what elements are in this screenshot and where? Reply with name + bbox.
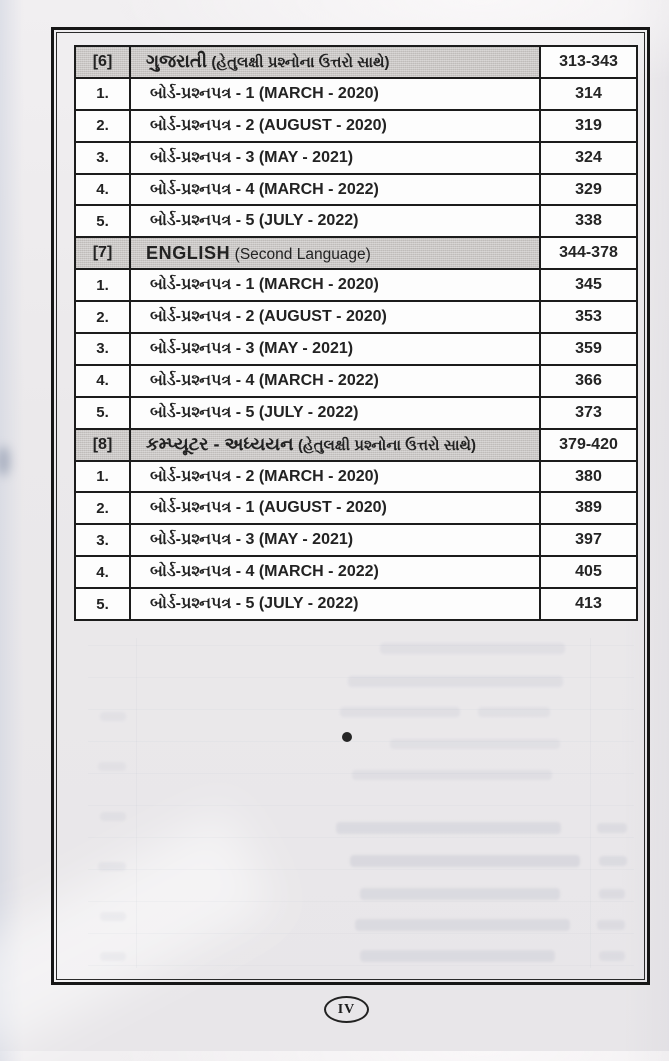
bleedthrough-ghost-mark [597,823,627,833]
toc-item-row [75,524,637,556]
item-label: બોર્ડ-પ્રશ્નપત્ર - 2 (AUGUST - 2020) [130,110,540,142]
item-page: 397 [540,524,637,556]
item-label: બોર્ડ-પ્રશ્નપત્ર - 4 (MARCH - 2022) [130,174,540,206]
item-label: બોર્ડ-પ્રશ્નપત્ર - 3 (MAY - 2021) [130,524,540,556]
toc-item-row [75,174,637,206]
section-title-cell [130,46,540,78]
item-page: 324 [540,142,637,174]
page-border-frame [51,27,650,985]
item-page: 389 [540,492,637,524]
section-subtitle: (હેતુલક્ષી પ્રશ્નોના ઉત્તરો સાથે) [297,437,477,455]
item-number: 1. [75,269,130,301]
bleedthrough-ghost-mark [98,762,126,771]
bleedthrough-ghost-mark [599,951,625,961]
item-page: 359 [540,333,637,365]
item-label: બોર્ડ-પ્રશ્નપત્ર - 1 (MARCH - 2020) [130,78,540,110]
bleedthrough-ghost-line [88,965,634,966]
ink-dot [342,732,352,742]
item-label: બોર્ડ-પ્રશ્નપત્ર - 4 (MARCH - 2022) [130,365,540,397]
page-number-label: IV [337,1001,356,1017]
toc-item-row [75,492,637,524]
item-number: 2. [75,492,130,524]
bleedthrough-ghost-mark [100,812,126,821]
item-page: 413 [540,588,637,620]
toc-item-row [75,461,637,493]
item-number: 5. [75,205,130,237]
toc-item-row [75,205,637,237]
section-index-label: [6] [75,46,130,78]
bleedthrough-ghost-line [88,933,634,934]
bleedthrough-ghost-line [88,837,634,838]
toc-item-row [75,365,637,397]
toc-item-row [75,556,637,588]
item-page: 319 [540,110,637,142]
page-number-badge [324,996,369,1023]
bleedthrough-ghost-line [88,741,634,742]
bleedthrough-ghost-line [590,638,591,968]
item-page: 353 [540,301,637,333]
toc-item-row [75,78,637,110]
item-label: બોર્ડ-પ્રશ્નપત્ર - 1 (AUGUST - 2020) [130,492,540,524]
section-title: ENGLISH [146,242,231,263]
section-index-label: [7] [75,237,130,269]
item-label: બોર્ડ-પ્રશ્નપત્ર - 4 (MARCH - 2022) [130,556,540,588]
bleedthrough-ghost-mark [350,855,580,867]
bleedthrough-ghost-line [88,677,634,678]
item-page: 314 [540,78,637,110]
item-page: 373 [540,397,637,429]
section-subtitle: (હેતુલક્ષી પ્રશ્નોના ઉત્તરો સાથે) [211,54,390,72]
toc-item-row [75,142,637,174]
bleedthrough-ghost-mark [599,889,625,899]
item-number: 4. [75,174,130,206]
section-title-cell [130,429,540,461]
item-number: 3. [75,142,130,174]
item-number: 3. [75,524,130,556]
section-page-range: 313-343 [540,46,637,78]
item-label: બોર્ડ-પ્રશ્નપત્ર - 5 (JULY - 2022) [130,588,540,620]
item-label: બોર્ડ-પ્રશ્નપત્ર - 5 (JULY - 2022) [130,205,540,237]
item-page: 380 [540,461,637,493]
toc-item-row [75,333,637,365]
item-label: બોર્ડ-પ્રશ્નપત્ર - 3 (MAY - 2021) [130,142,540,174]
bleedthrough-ghost-mark [100,952,126,961]
item-page: 345 [540,269,637,301]
section-page-range: 379-420 [540,429,637,461]
bleedthrough-ghost-line [88,709,634,710]
bleedthrough-ghost-mark [355,919,570,931]
item-label: બોર્ડ-પ્રશ્નપત્ર - 3 (MAY - 2021) [130,333,540,365]
bleedthrough-ghost-mark [352,770,552,780]
bleedthrough-ghost-line [88,773,634,774]
item-label: બોર્ડ-પ્રશ્નપત્ર - 2 (AUGUST - 2020) [130,301,540,333]
item-label: બોર્ડ-પ્રશ્નપત્ર - 5 (JULY - 2022) [130,397,540,429]
item-number: 3. [75,333,130,365]
toc-item-row [75,269,637,301]
section-title: કમ્પ્યૂટર - અધ્યયન [146,434,294,455]
bleedthrough-ghost-mark [100,912,126,921]
scan-edge-smudge [0,446,10,476]
section-page-range: 344-378 [540,237,637,269]
toc-table [74,45,638,621]
bleedthrough-ghost-mark [360,950,555,962]
item-number: 2. [75,110,130,142]
item-number: 1. [75,78,130,110]
item-page: 405 [540,556,637,588]
bleedthrough-ghost-mark [336,822,561,834]
item-page: 338 [540,205,637,237]
section-title: ગુજરાતી [146,51,207,72]
bleedthrough-ghost-line [88,869,634,870]
section-header-row [75,429,637,461]
section-header-row [75,237,637,269]
section-title-cell [130,237,540,269]
toc-item-row [75,301,637,333]
item-page: 329 [540,174,637,206]
section-subtitle: (Second Language) [234,245,371,263]
item-number: 4. [75,365,130,397]
bleedthrough-ghost-mark [100,712,126,721]
item-number: 1. [75,461,130,493]
bleedthrough-ghost-mark [360,888,560,900]
toc-table-body [75,46,637,620]
item-number: 2. [75,301,130,333]
item-label: બોર્ડ-પ્રશ્નપત્ર - 1 (MARCH - 2020) [130,269,540,301]
bleedthrough-ghost-line [136,638,137,968]
item-number: 5. [75,397,130,429]
item-number: 4. [75,556,130,588]
toc-item-row [75,110,637,142]
bleedthrough-ghost-line [88,805,634,806]
item-label: બોર્ડ-પ્રશ્નપત્ર - 2 (MARCH - 2020) [130,461,540,493]
bleedthrough-ghost-line [88,645,634,646]
toc-item-row [75,588,637,620]
item-page: 366 [540,365,637,397]
section-header-row [75,46,637,78]
bleedthrough-ghost-line [88,901,634,902]
section-index-label: [8] [75,429,130,461]
toc-item-row [75,397,637,429]
item-number: 5. [75,588,130,620]
bleedthrough-ghost-mark [599,856,627,866]
bleedthrough-ghost-mark [597,920,625,930]
